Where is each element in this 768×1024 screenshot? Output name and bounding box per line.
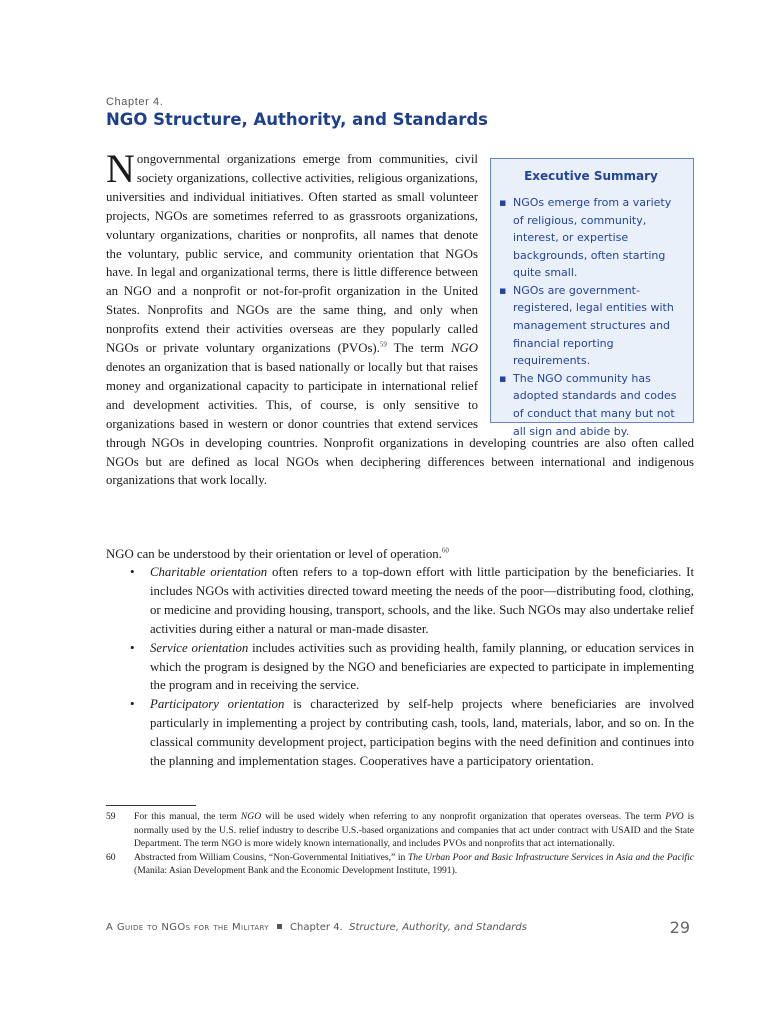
summary-list <box>499 194 683 440</box>
summary-item: ▪ NGOs emerge from a variety of religious, community, interest, or expertise backgrounds, often starting quite small. <box>499 194 683 282</box>
orientation-text: is characterized by self-help projects where beneficiaries are involved particularly in implementing a project by contributing cash, tools, land, materials, labor, and so on. In the classical community development project, participation begins with the need definition and continues into the planning and implementation stages. Cooperatives have a participatory orientation. <box>150 697 695 769</box>
footnote-59 <box>106 810 694 851</box>
orientation-term: Participatory orientation <box>150 697 285 712</box>
footnotes <box>106 810 694 878</box>
orientation-item-participatory <box>106 695 694 771</box>
footnote-text: (Manila: Asian Development Bank and the Economic Development Institute, 1991). <box>134 865 458 877</box>
footnote-number: 60 <box>106 851 116 863</box>
footer-separator-icon <box>277 924 282 929</box>
intro-section <box>106 146 694 490</box>
footnote-text: Abstracted from William Cousins, “Non-Governmental Initiatives,” in <box>134 851 408 863</box>
footnote-italic: NGO <box>240 811 262 822</box>
footnote-60 <box>106 851 694 878</box>
orientation-text: often refers to a top-down effort with little participation by the beneficiaries. It includes NGOs with activities directed toward meeting the needs of the poor—distributing food, clothing, or medicine and providing housing, transport, schools, and the like. Such NGOs may also undertake relief activities during either a natural or man-made disaster. <box>150 565 694 636</box>
summary-item: ▪ The NGO community has adopted standards and codes of conduct that many but not all sign and abide by. <box>499 370 683 440</box>
chapter-label: Chapter 4. <box>106 96 164 108</box>
intro-text-2: The term <box>386 341 451 356</box>
intro-text-1: ongovernmental organizations emerge from communities, civil society organizations, collective activities, religious organizations, universities and individual initiatives. Often started as small volunteer projects, NGOs are sometimes referred to as grassroots organizations, voluntary organizations, charities or nonprofits, all names that denote the voluntary, public service, and community orientation that NGOs have. In legal and organizational terms, there is little difference between an NGO and a nonprofit or not-for-profit organization in the United States. Nonprofits and NGOs are the same thing, and only when nonprofits extend their activities overseas are they popularly called NGOs or private voluntary organizations (PVOs). <box>106 152 478 356</box>
orientation-list <box>106 563 694 771</box>
orientation-intro-text: NGO can be understood by their orientation or level of operation. <box>106 547 442 561</box>
drop-cap: N <box>106 146 135 191</box>
footnote-text: will be used widely when referring to any nonprofit organization that operates overseas. The term <box>261 811 666 822</box>
footnote-divider <box>106 805 196 806</box>
summary-item: ▪ NGOs are government-registered, legal entities with management structures and financial reporting requirements. <box>499 282 683 370</box>
intro-text-3: denotes an organization that is based nationally or locally but that raises money and organizational capacity to participate in international relief and development activities. This, of course, is only sensitive to organizations based in western or donor countries that extend services through NGOs in developing countries. Nonprofit organizations in developing countries are also often called NGOs but are defined as local NGOs when deciphering differences between international and indigenous organizations that work locally. <box>106 359 694 488</box>
page-title: NGO Structure, Authority, and Standards <box>106 110 488 129</box>
intro-term-ngo: NGO <box>450 341 478 356</box>
orientation-intro <box>106 545 694 564</box>
orientation-term: Service orientation <box>150 640 249 655</box>
footnote-ref-60[interactable]: 60 <box>441 546 449 555</box>
footnote-italic: PVO <box>665 811 684 822</box>
summary-title: Executive Summary <box>524 169 658 183</box>
footer-chapter-title: Structure, Authority, and Standards <box>349 922 527 933</box>
footnote-text: is normally used by the U.S. relief industry to describe U.S.-based organizations and companies that act under contract with USAID and the State Department. The term NGO is more widely known internationally, and includes PVOs and nonprofits that act internationally. <box>134 811 695 850</box>
page-number: 29 <box>669 918 690 937</box>
footnote-italic: The Urban Poor and Basic Infrastructure Services in Asia and the Pacific <box>407 851 694 863</box>
orientation-text: includes activities such as providing health, family planning, or education services in which the program is designed by the NGO and beneficiaries are expected to participate in implementing the program and in receiving the service. <box>150 640 694 693</box>
executive-summary-box <box>490 158 694 438</box>
footer-chapter: Chapter 4. <box>290 922 343 933</box>
orientation-item-charitable <box>106 563 694 639</box>
orientation-item-service <box>106 639 694 696</box>
orientation-term: Charitable orientation <box>150 565 268 579</box>
footnote-text: For this manual, the term <box>134 811 241 822</box>
footer-book-title: A Guide to NGOs for the Military <box>106 922 270 933</box>
footnote-number: 59 <box>106 811 116 822</box>
footnote-ref-59[interactable]: 59 <box>379 340 387 349</box>
page-footer <box>106 918 694 938</box>
